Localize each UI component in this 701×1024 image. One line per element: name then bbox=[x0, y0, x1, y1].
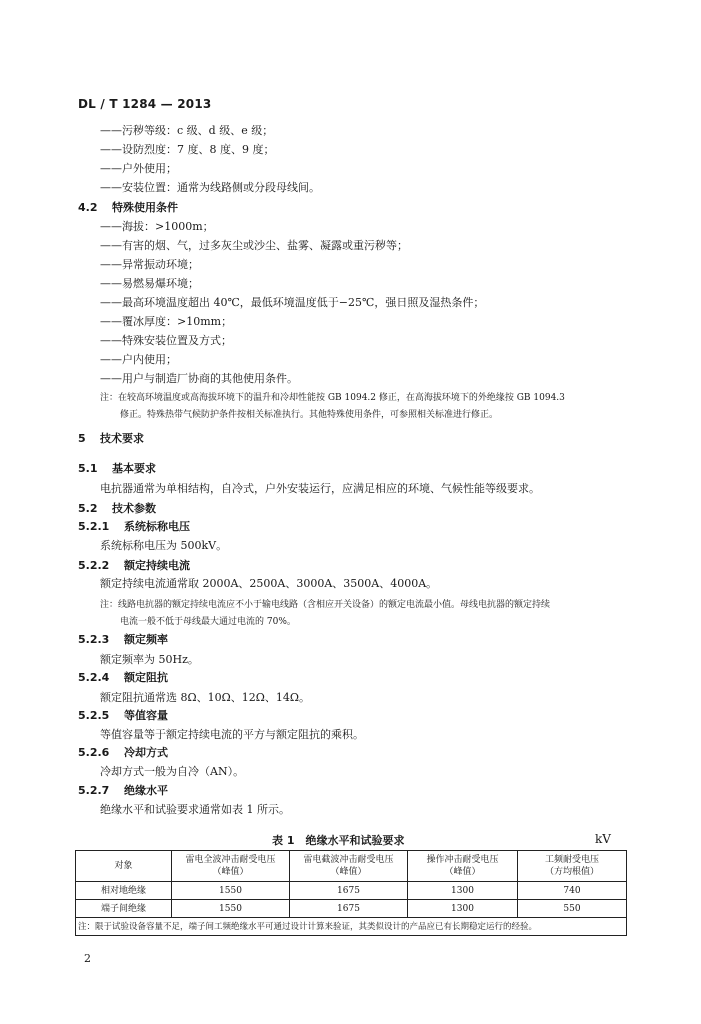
table-header-cell: 雷电截波冲击耐受电压 （峰值） bbox=[290, 851, 408, 882]
list-item: ——覆冰厚度：>10mm； bbox=[100, 315, 233, 328]
section-number: 5.2.7 bbox=[78, 784, 110, 797]
list-item: ——有害的烟、气，过多灰尘或沙尘、盐雾、凝露或重污秽等； bbox=[100, 239, 408, 252]
section-title: 等值容量 bbox=[124, 709, 168, 722]
section-number: 4.2 bbox=[78, 201, 98, 214]
section-title: 绝缘水平 bbox=[124, 784, 168, 797]
table-unit: kV bbox=[595, 832, 611, 846]
table-cell: 1675 bbox=[290, 882, 408, 900]
table-cell: 相对地绝缘 bbox=[76, 882, 172, 900]
section-number: 5.1 bbox=[78, 462, 98, 475]
table-header-cell: 雷电全波冲击耐受电压 （峰值） bbox=[172, 851, 290, 882]
table-cell: 端子间绝缘 bbox=[76, 900, 172, 918]
section-number: 5.2.5 bbox=[78, 709, 110, 722]
section-title: 特殊使用条件 bbox=[112, 201, 178, 214]
table-cell: 1550 bbox=[172, 900, 290, 918]
list-item: ——最高环境温度超出 40℃，最低环境温度低于−25℃，强日照及湿热条件； bbox=[100, 296, 485, 309]
section-heading-5-2-7 bbox=[78, 784, 168, 798]
note-text-continued: 电流一般不低于母线最大通过电流的 70%。 bbox=[120, 617, 296, 627]
section-heading-5-2-4 bbox=[78, 671, 168, 685]
section-number: 5.2.6 bbox=[78, 746, 110, 759]
note-text: 注：线路电抗器的额定持续电流应不小于输电线路（含相应开关设备）的额定电流最小值。母线电抗器的额定持续 bbox=[100, 600, 551, 610]
page-number: 2 bbox=[84, 952, 91, 965]
table-note-row bbox=[76, 918, 627, 936]
section-heading-5-2-1 bbox=[78, 520, 190, 534]
section-heading-5 bbox=[78, 432, 144, 446]
list-item: ——户外使用； bbox=[100, 162, 177, 175]
paragraph: 等值容量等于额定持续电流的平方与额定阻抗的乘积。 bbox=[100, 728, 364, 741]
list-item: ——户内使用； bbox=[100, 353, 177, 366]
section-heading-5-2-6 bbox=[78, 746, 168, 760]
section-number: 5.2.3 bbox=[78, 633, 110, 646]
table-header-cell: 对象 bbox=[76, 851, 172, 882]
table-cell: 1300 bbox=[408, 900, 518, 918]
section-number: 5.2 bbox=[78, 502, 98, 515]
paragraph: 系统标称电压为 500kV。 bbox=[100, 539, 228, 552]
section-number: 5.2.1 bbox=[78, 520, 110, 533]
list-item: ——易燃易爆环境； bbox=[100, 277, 199, 290]
paragraph: 额定频率为 50Hz。 bbox=[100, 653, 199, 666]
section-title: 额定持续电流 bbox=[124, 559, 190, 572]
paragraph: 绝缘水平和试验要求通常如表 1 所示。 bbox=[100, 803, 290, 816]
table-cell: 1300 bbox=[408, 882, 518, 900]
table-note: 注：限于试验设备容量不足，端子间工频绝缘水平可通过设计计算来验证，其类似设计的产品应已有长期稳定运行的经验。 bbox=[76, 918, 627, 936]
list-item: ——安装位置：通常为线路侧或分段母线间。 bbox=[100, 181, 320, 194]
table-header-cell: 操作冲击耐受电压 （峰值） bbox=[408, 851, 518, 882]
section-heading-4-2 bbox=[78, 201, 178, 215]
section-title: 系统标称电压 bbox=[124, 520, 190, 533]
table-cell: 550 bbox=[518, 900, 627, 918]
list-item: ——特殊安装位置及方式； bbox=[100, 334, 232, 347]
section-title: 技术要求 bbox=[100, 432, 144, 445]
paragraph: 额定阻抗通常选 8Ω、10Ω、12Ω、14Ω。 bbox=[100, 691, 310, 704]
paragraph: 电抗器通常为单相结构，自冷式，户外安装运行，应满足相应的环境、气候性能等级要求。 bbox=[100, 482, 540, 495]
list-item: ——异常振动环境； bbox=[100, 258, 199, 271]
section-title: 基本要求 bbox=[112, 462, 156, 475]
table-header-row bbox=[76, 851, 627, 882]
list-item: ——污秽等级：c 级、d 级、e 级； bbox=[100, 124, 274, 137]
section-number: 5.2.4 bbox=[78, 671, 110, 684]
note-text: 注：在较高环境温度或高海拔环境下的温升和冷却性能按 GB 1094.2 修正，在高海拔环境下的外绝缘按 GB 1094.3 bbox=[100, 393, 565, 403]
section-title: 冷却方式 bbox=[124, 746, 168, 759]
table-cell: 740 bbox=[518, 882, 627, 900]
section-number: 5.2.2 bbox=[78, 559, 110, 572]
insulation-table bbox=[75, 850, 627, 936]
section-heading-5-2-3 bbox=[78, 633, 168, 647]
table-row bbox=[76, 900, 627, 918]
section-heading-5-2-2 bbox=[78, 559, 190, 573]
section-number: 5 bbox=[78, 432, 86, 445]
section-heading-5-1 bbox=[78, 462, 156, 476]
table-row bbox=[76, 882, 627, 900]
list-item: ——设防烈度：7 度、8 度、9 度； bbox=[100, 143, 275, 156]
section-title: 技术参数 bbox=[112, 502, 156, 515]
paragraph: 额定持续电流通常取 2000A、2500A、3000A、3500A、4000A。 bbox=[100, 577, 438, 590]
section-title: 额定频率 bbox=[124, 633, 168, 646]
paragraph: 冷却方式一般为自冷（AN）。 bbox=[100, 765, 245, 778]
table-cell: 1675 bbox=[290, 900, 408, 918]
section-heading-5-2-5 bbox=[78, 709, 168, 723]
list-item: ——用户与制造厂协商的其他使用条件。 bbox=[100, 372, 298, 385]
section-title: 额定阻抗 bbox=[124, 671, 168, 684]
table-cell: 1550 bbox=[172, 882, 290, 900]
document-header: DL / T 1284 — 2013 bbox=[78, 97, 212, 111]
table-caption: 表 1 绝缘水平和试验要求 bbox=[272, 834, 405, 847]
note-text-continued: 修正。特殊热带气候防护条件按相关标准执行。其他特殊使用条件，可参照相关标准进行修正。 bbox=[120, 410, 499, 420]
section-heading-5-2 bbox=[78, 502, 156, 516]
table-header-cell: 工频耐受电压 （方均根值） bbox=[518, 851, 627, 882]
list-item: ——海拔：>1000m； bbox=[100, 220, 214, 233]
